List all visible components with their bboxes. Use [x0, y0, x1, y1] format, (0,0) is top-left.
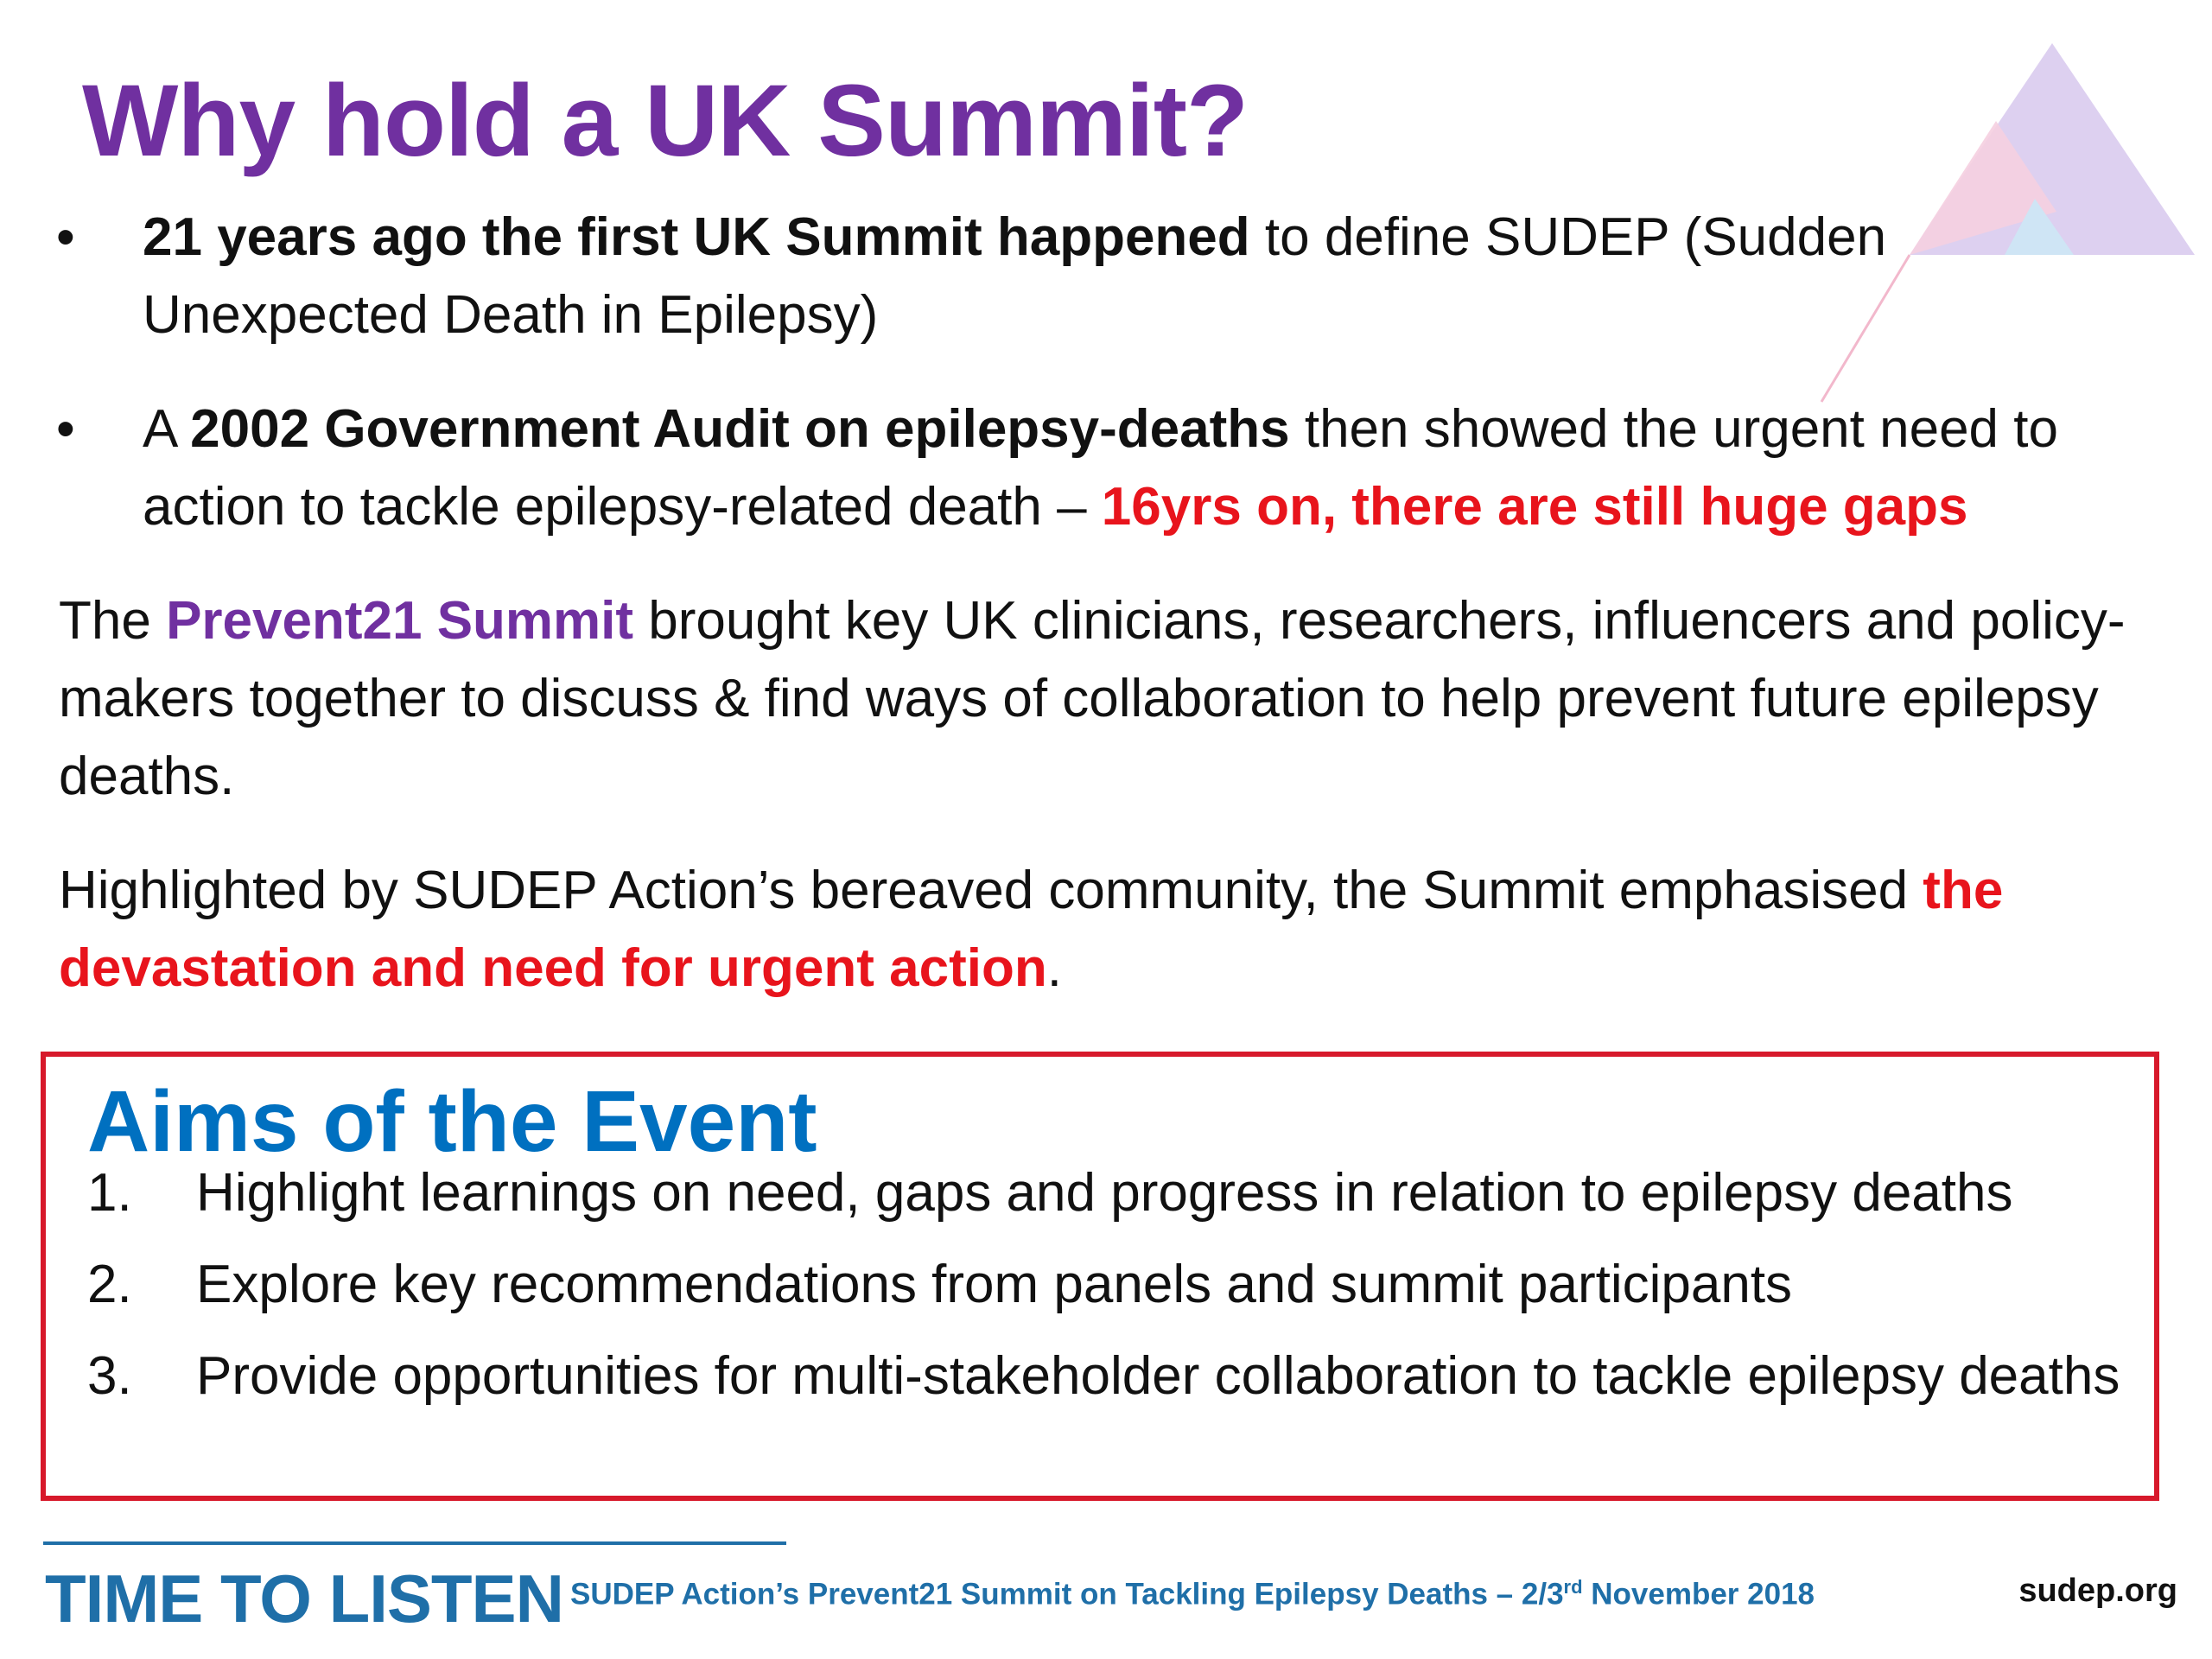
footer-event-title	[570, 1576, 1815, 1612]
aims-title: Aims of the Event	[87, 1073, 817, 1170]
footer-divider	[43, 1541, 786, 1545]
footer-event-date: November 2018	[1582, 1577, 1815, 1611]
bullet-bold-text: 21 years ago the first UK Summit happened	[143, 207, 1250, 267]
bullet-text: then showed the urgent need to action to tackle epilepsy-related death –	[143, 399, 2058, 537]
aim-item	[87, 1155, 2135, 1231]
aim-text: Highlight learnings on need, gaps and progress in relation to epilepsy deaths	[196, 1163, 2013, 1223]
slide-title: Why hold a UK Summit?	[82, 64, 1249, 178]
aim-item	[87, 1247, 2135, 1323]
paragraph-lead-text: Highlighted by SUDEP Action’s bereaved community, the Summit emphasised	[59, 861, 1923, 920]
bullet-first-summit	[56, 199, 2182, 354]
bullet-marker: •	[56, 207, 75, 267]
paragraph-tail-text: .	[1046, 938, 1062, 998]
footer-event-text: SUDEP Action’s Prevent21 Summit on Tackling Epilepsy Deaths – 2/3	[570, 1577, 1564, 1611]
bullet-highlight-text: 16yrs on, there are still huge gaps	[1101, 477, 1968, 537]
aims-box	[41, 1052, 2159, 1501]
bullet-government-audit	[56, 391, 2182, 546]
footer-brand: TIME TO LISTEN	[45, 1560, 563, 1637]
bullet-text: to define SUDEP (Sudden Unexpected Death in Epilepsy)	[143, 207, 1887, 345]
aim-number: 1.	[87, 1163, 132, 1223]
paragraph-prevent21	[59, 582, 2184, 816]
aim-text: Explore key recommendations from panels and summit participants	[196, 1255, 1793, 1314]
footer-website[interactable]: sudep.org	[2018, 1573, 2177, 1609]
bullet-marker: •	[56, 399, 75, 459]
aim-number: 3.	[87, 1346, 132, 1406]
paragraph-text: brought key UK clinicians, researchers, influencers and policy-makers together to discuss & find ways of collaboration to help prevent future epilepsy deaths.	[59, 591, 2126, 806]
bullet-bold-text: 2002 Government Audit on epilepsy-deaths	[190, 399, 1290, 459]
aim-number: 2.	[87, 1255, 132, 1314]
paragraph-bereaved-community	[59, 852, 2184, 1007]
aim-text: Provide opportunities for multi-stakeholder collaboration to tackle epilepsy deaths	[196, 1346, 2120, 1406]
footer-event-superscript: rd	[1563, 1576, 1583, 1598]
paragraph-highlight-text: the devastation and need for urgent action	[59, 861, 2004, 998]
paragraph-lead-text: The	[59, 591, 167, 651]
bullet-lead-text: A	[143, 399, 191, 459]
aim-item	[87, 1338, 2135, 1414]
paragraph-highlight-text: Prevent21 Summit	[166, 591, 634, 651]
